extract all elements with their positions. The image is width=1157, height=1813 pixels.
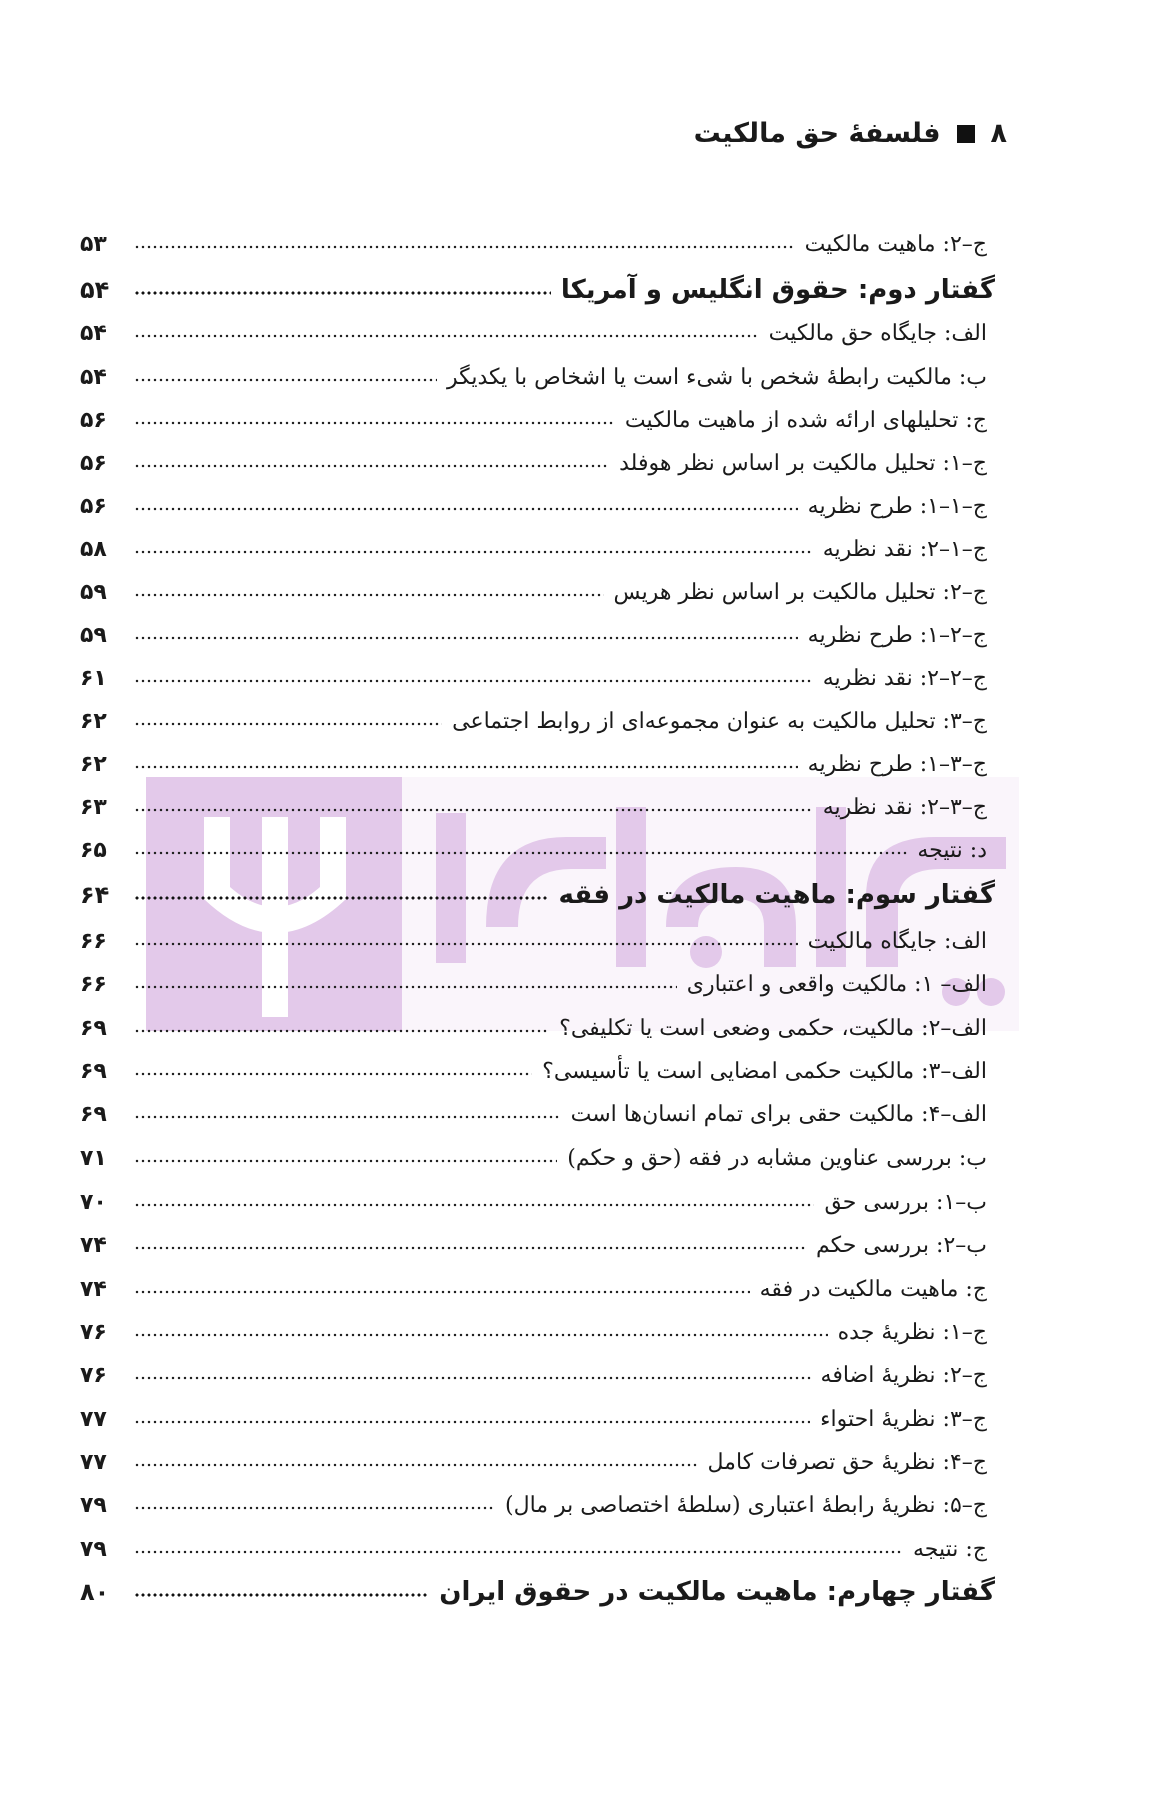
toc-page-number: ۵۶ [80,407,107,433]
toc-entry-title: الف–۲: مالکیت، حکمی وضعی است یا تکلیفی؟ [559,1015,987,1041]
toc-page-number: ۶۲ [80,751,107,777]
toc-entry-title: ج: نتیجه [912,1536,987,1562]
toc-entry-row [80,1006,995,1050]
dot-leader [134,891,549,905]
dot-leader [134,588,604,602]
toc-entry-title: ج–۲–۲: نقد نظریه [822,665,987,691]
toc-entry-row [80,1440,995,1484]
dot-leader [134,459,609,473]
toc-entry-row [80,1092,995,1136]
toc-page-number: ۷۶ [80,1362,107,1388]
dot-leader [134,240,795,254]
toc-entry-title: د: نتیجه [917,837,987,863]
toc-page-number: ۵۹ [80,622,107,648]
toc-entry-row [80,1353,995,1397]
dot-leader [134,1024,549,1038]
toc-entry-title: ج–۳: تحلیل مالکیت به عنوان مجموعه‌ای از روابط اجتماعی [452,708,987,734]
toc-entry-title: ب: مالکیت رابطهٔ شخص با شیء است یا اشخاص با یکدیگر [447,364,987,390]
dot-leader [134,416,615,430]
toc-entry-row [80,1527,995,1571]
toc-entry-row [80,484,995,528]
toc-entry-row [80,1223,995,1267]
toc-entry-title: ج–۱–۱: طرح نظریه [807,493,987,519]
toc-page-number: ۶۶ [80,971,107,997]
toc-entry-row [80,398,995,442]
toc-entry-row [80,527,995,571]
dot-leader [134,1067,532,1081]
toc-page-number: ۶۳ [80,794,107,820]
toc-entry-title: گفتار چهارم: ماهیت مالکیت در حقوق ایران [439,1577,995,1607]
toc-page-number: ۶۹ [80,1058,107,1084]
toc-page-number: ۵۶ [80,493,107,519]
toc-page-number: ۸۰ [80,1578,110,1606]
toc-entry-row [80,1136,995,1180]
toc-chapter-row [80,1570,995,1614]
toc-page-number: ۶۴ [80,881,110,909]
toc-entry-row [80,355,995,399]
toc-page-number: ۷۴ [80,1276,107,1302]
toc-entry-row [80,1397,995,1441]
toc-entry-row [80,828,995,872]
toc-page-number: ۶۱ [80,665,107,691]
toc-chapter-row [80,873,995,917]
dot-leader [134,1285,750,1299]
toc-entry-title: ج–۳–۱: طرح نظریه [807,751,987,777]
toc-entry-title: ب: بررسی عناوین مشابه در فقه (حق و حکم) [567,1145,987,1171]
toc-entry-row [80,1483,995,1527]
toc-entry-title: الف: جایگاه حق مالکیت [768,320,987,346]
toc-page-number: ۶۹ [80,1015,107,1041]
toc-chapter-row [80,268,995,312]
dot-leader [134,760,798,774]
book-title: فلسفهٔ حق مالکیت [693,118,941,149]
dot-leader [134,980,677,994]
toc-entry-row [80,1310,995,1354]
dot-leader [134,1198,814,1212]
toc-entry-title: ج–۵: نظریهٔ رابطهٔ اعتباری (سلطهٔ اختصاصی بر مال) [505,1492,987,1518]
dot-leader [134,502,798,516]
toc-entry-row [80,311,995,355]
dot-leader [134,545,813,559]
dot-leader [134,373,437,387]
dot-leader [134,286,551,300]
toc-page-number: ۷۰ [80,1189,107,1215]
toc-page-number: ۵۹ [80,579,107,605]
toc-page-number: ۷۹ [80,1536,107,1562]
dot-leader [134,1415,810,1429]
toc-page-number: ۵۳ [80,231,107,257]
dot-leader [134,1501,495,1515]
dot-leader [134,1588,429,1602]
toc-page-number: ۶۵ [80,837,107,863]
toc-entry-title: ج–۱: تحلیل مالکیت بر اساس نظر هوفلد [619,450,987,476]
toc-entry-title: الف: جایگاه مالکیت [807,928,987,954]
dot-leader [134,631,798,645]
toc-entry-title: ج–۱: نظریهٔ جده [837,1319,987,1345]
dot-leader [134,1154,557,1168]
toc-page-number: ۷۱ [80,1145,107,1171]
toc-page-number: ۷۷ [80,1449,107,1475]
dot-leader [134,1458,698,1472]
toc-entry-title: الف–۳: مالکیت حکمی امضایی است یا تأسیسی؟ [542,1058,987,1084]
toc-entry-row [80,699,995,743]
toc-entry-row [80,785,995,829]
toc-entry-title: ج: تحلیلهای ارائه شده از ماهیت مالکیت [624,407,987,433]
dot-leader [134,846,907,860]
toc-entry-row [80,1267,995,1311]
toc-entry-row [80,656,995,700]
dot-leader [134,674,813,688]
toc-entry-row [80,441,995,485]
toc-page-number: ۵۴ [80,364,107,390]
toc-entry-title: گفتار دوم: حقوق انگلیس و آمریکا [560,275,995,305]
dot-leader [134,937,798,951]
dot-leader [134,1328,828,1342]
toc-entry-title: ج–۲: نظریهٔ اضافه [820,1362,987,1388]
toc-page-number: ۷۹ [80,1492,107,1518]
running-header [694,118,1007,149]
toc-entry-title: گفتار سوم: ماهیت مالکیت در فقه [558,880,995,910]
toc-entry-row [80,570,995,614]
toc-entry-row [80,962,995,1006]
dot-leader [134,803,813,817]
toc-page-number: ۶۹ [80,1101,107,1127]
toc-entry-title: ج–۲: تحلیل مالکیت بر اساس نظر هریس [613,579,987,605]
toc-page-number: ۶۶ [80,928,107,954]
toc-page-number: ۶۲ [80,708,107,734]
toc-entry-row [80,613,995,657]
dot-leader [134,1110,561,1124]
dot-leader [134,1545,903,1559]
toc-entry-row [80,222,995,266]
toc-entry-title: ج–۴: نظریهٔ حق تصرفات کامل [707,1449,987,1475]
toc-entry-title: ج–۳: نظریهٔ احتواء [820,1406,987,1432]
square-bullet-icon [957,125,975,143]
toc-entry-row [80,742,995,786]
dot-leader [134,1371,811,1385]
toc-entry-title: ج–۲–۱: طرح نظریه [807,622,987,648]
toc-page-number: ۵۸ [80,536,107,562]
toc-entry-title: ب–۱: بررسی حق [824,1189,987,1215]
toc-entry-row [80,919,995,963]
toc-page-number: ۷۷ [80,1406,107,1432]
toc-entry-row [80,1049,995,1093]
toc-page-number: ۵۴ [80,320,107,346]
toc-entry-title: ج–۲: ماهیت مالکیت [804,231,987,257]
page-number: ۸ [990,118,1007,149]
dot-leader [134,717,442,731]
toc-page-number: ۷۴ [80,1232,107,1258]
toc-entry-row [80,1180,995,1224]
dot-leader [134,1241,806,1255]
toc-page-number: ۵۴ [80,276,110,304]
toc-entry-title: الف–۴: مالکیت حقی برای تمام انسان‌ها است [570,1101,987,1127]
toc-entry-title: ج–۱–۲: نقد نظریه [822,536,987,562]
toc-entry-title: الف– ۱: مالکیت واقعی و اعتباری [686,971,987,997]
toc-entry-title: ج–۳–۲: نقد نظریه [822,794,987,820]
toc-entry-title: ج: ماهیت مالکیت در فقه [759,1276,987,1302]
toc-page-number: ۷۶ [80,1319,107,1345]
toc-entry-title: ب–۲: بررسی حکم [816,1232,987,1258]
toc-page-number: ۵۶ [80,450,107,476]
dot-leader [134,329,759,343]
